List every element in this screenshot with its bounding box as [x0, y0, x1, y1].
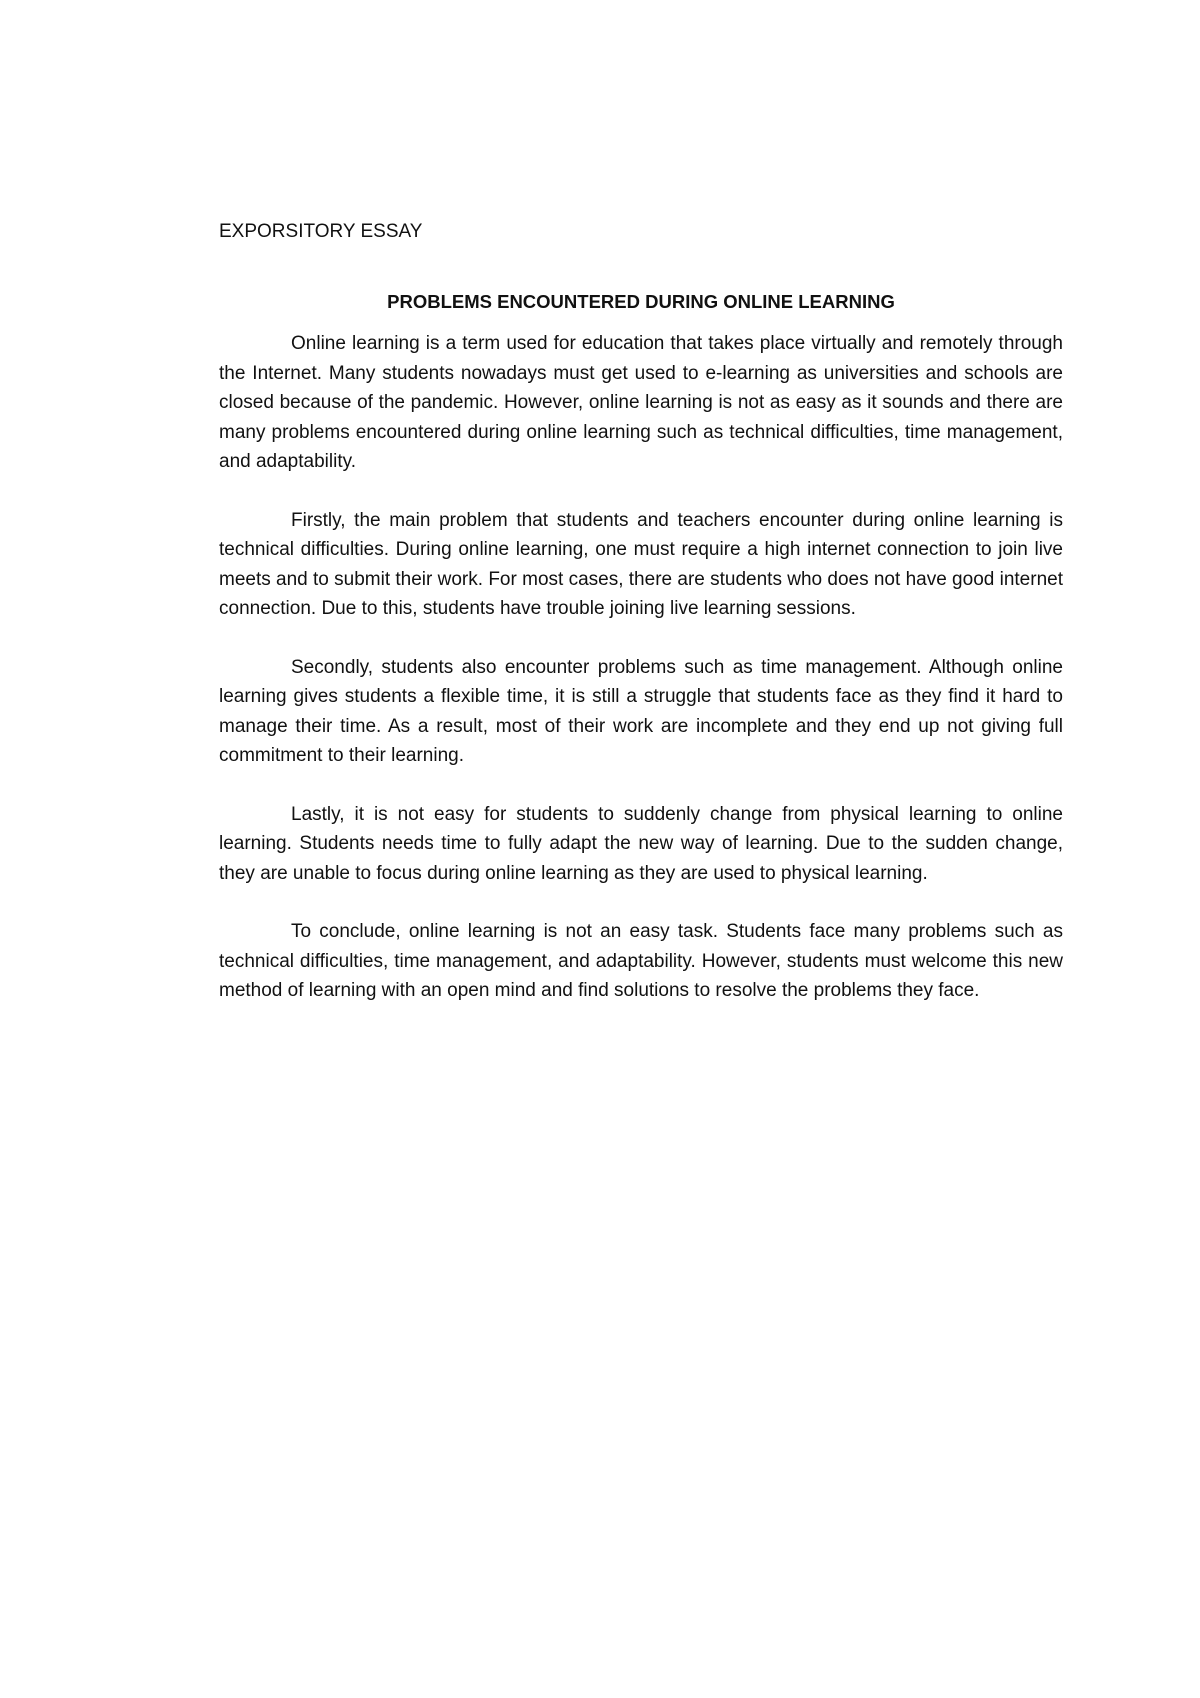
- essay-title: PROBLEMS ENCOUNTERED DURING ONLINE LEARNING: [387, 291, 895, 312]
- paragraph-technical-difficulties: Firstly, the main problem that students and teachers encounter during online learning is technical difficulties. During online learning, one must require a high internet connection to join live meets and to submit their work. For most cases, there are students who does not have good internet connection. Due to this, students have trouble joining live learning sessions.: [219, 509, 1063, 619]
- paragraph-time-management: Secondly, students also encounter problems such as time management. Although online learning gives students a flexible time, it is still a struggle that students face as they find it hard to manage their time. As a result, most of their work are incomplete and they end up not giving full commitment to their learning.: [219, 656, 1063, 766]
- paragraph-introduction: Online learning is a term used for education that takes place virtually and remotely through the Internet. Many students nowadays must get used to e-learning as universities and schools are closed because of the pandemic. However, online learning is not as easy as it sounds and there are many problems encountered during online learning such as technical difficulties, time management, and adaptability.: [219, 333, 1063, 472]
- document-type-label: EXPORSITORY ESSAY: [219, 221, 423, 242]
- paragraph-conclusion: To conclude, online learning is not an easy task. Students face many problems such as technical difficulties, time management, and adaptability. However, students must welcome this new method of learning with an open mind and find solutions to resolve the problems they face.: [219, 921, 1063, 1001]
- paragraph-adaptability: Lastly, it is not easy for students to suddenly change from physical learning to online learning. Students needs time to fully adapt the new way of learning. Due to the sudden change, they are unable to focus during online learning as they are used to physical learning.: [219, 803, 1063, 884]
- document-body: [219, 218, 1063, 1035]
